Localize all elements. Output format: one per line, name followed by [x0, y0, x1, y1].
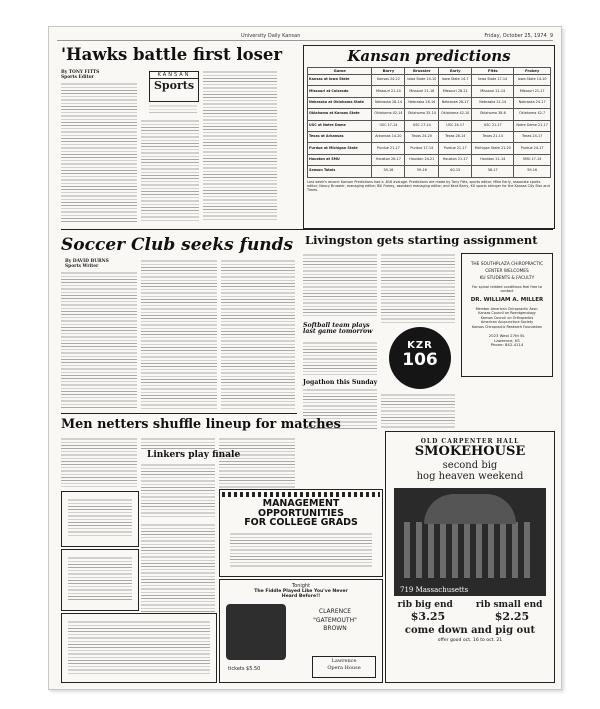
- hawks-byline: [61, 70, 99, 80]
- kansan-sports-logo: [149, 71, 199, 102]
- smokehouse-building-illustration: [394, 488, 546, 596]
- prediction-pick: Oklahoma 35-14: [405, 109, 439, 120]
- prediction-game: Texas at Arkansas: [308, 131, 372, 142]
- soccer-byline: [65, 259, 109, 269]
- issue-date: Friday, October 25, 1974: [484, 33, 547, 39]
- smokehouse-line2: hog heaven weekend: [416, 471, 524, 482]
- prediction-pick: Missouri 28-21: [439, 86, 472, 97]
- prediction-pick: Kansas 24-22: [372, 75, 405, 86]
- predictions-row: [308, 154, 551, 165]
- rib-small-label: rib small end: [475, 600, 543, 610]
- smokehouse-tagline: come down and pig out: [404, 625, 536, 636]
- hawks-byline-title: Sports Editor: [61, 75, 94, 81]
- prediction-pick: Houston 21-14: [472, 154, 514, 165]
- jogathon-headline: Jogathon this Sunday: [303, 379, 378, 386]
- predictions-column-header: Brussler: [405, 68, 439, 75]
- prediction-pick: Texas 28-14: [439, 131, 472, 142]
- chiro-city: Lawrence, KS: [494, 337, 520, 343]
- management-line2: OPPORTUNITIES: [258, 507, 344, 519]
- prediction-pick: Oklahoma 42-14: [372, 109, 405, 120]
- artist-nick: "GATEMOUTH": [313, 616, 357, 624]
- smokehouse-top: OLD CARPENTER HALL: [420, 438, 520, 445]
- prediction-game: Season Totals: [308, 166, 372, 177]
- artist-first: CLARENCE: [318, 608, 352, 615]
- prediction-pick: Nebraska 26-14: [405, 97, 439, 108]
- stats-lines: [149, 104, 197, 115]
- soccer-byline-title: Sports Writer: [65, 264, 99, 270]
- venue-line2: Opera House: [327, 665, 361, 671]
- smokehouse-ad: [385, 431, 555, 683]
- prediction-pick: USC 24-17: [439, 120, 472, 131]
- predictions-column-header: Fitts: [472, 68, 514, 75]
- smokehouse-line1: second big: [442, 460, 498, 471]
- concert-tonight: Tonight: [291, 583, 311, 589]
- predictions-note: Last week's record: Kansan Predictions had a .616 average. Predictions are made by Tony Fitts, sports editor; Mike Early, associate sports editor; Nancy Brussler, managing editor; Bill Frokey, assistant managing editor; and Kent Barry, KU sports stringer for the Kansas City Star and Times.: [307, 179, 550, 192]
- predictions-row: [308, 143, 551, 154]
- concert-tagline-1: The Fiddle Played Like You've Never: [254, 589, 348, 594]
- prediction-pick: USC 21-17: [472, 120, 514, 131]
- predictions-row: [308, 75, 551, 86]
- prediction-pick: SMU 17-14: [514, 154, 551, 165]
- prediction-pick: 58-17: [472, 166, 514, 177]
- prediction-game: Nebraska at Oklahoma State: [308, 97, 372, 108]
- chiro-street: 2023 West 27th St.: [488, 333, 526, 339]
- softball-headline: Softball team plays last game tomorrow: [303, 322, 373, 336]
- newspaper-page: [48, 26, 562, 690]
- kzr-frequency: 106: [402, 350, 438, 370]
- concert-ad: [219, 579, 383, 683]
- section-divider: [61, 229, 553, 230]
- prediction-pick: 60-15: [439, 166, 472, 177]
- artist-last: BROWN: [323, 625, 347, 632]
- running-head: [57, 33, 553, 41]
- chiro-credential: Kansas Council on Roentgenology: [478, 311, 536, 316]
- section-divider-2: [61, 413, 297, 414]
- prediction-game: Missouri at Colorado: [308, 86, 372, 97]
- smokehouse-dates: offer good oct. 16 to oct. 21: [437, 638, 503, 643]
- prediction-pick: Notre Dame 21-17: [514, 120, 551, 131]
- chiro-credential: Kansas Council on Orthopedics: [480, 315, 534, 320]
- smokehouse-address: 719 Massachusetts: [400, 586, 469, 594]
- prediction-game: Purdue at Michigan State: [308, 143, 372, 154]
- kzr-callsign: KZR: [407, 340, 433, 351]
- chiro-credential: Member American Chiropractic Assn.: [475, 307, 539, 311]
- livingston-body-col3: [381, 393, 455, 429]
- prediction-pick: Texas 24-17: [514, 131, 551, 142]
- prediction-pick: Michigan State 21-20: [472, 143, 514, 154]
- prediction-pick: Purdue 17-14: [405, 143, 439, 154]
- predictions-column-header: Game: [308, 68, 372, 75]
- predictions-column-header: Early: [439, 68, 472, 75]
- prediction-pick: Missouri 21-14: [472, 86, 514, 97]
- chiro-doctor-name: DR. WILLIAM A. MILLER: [470, 297, 544, 303]
- rib-prices: [386, 610, 554, 623]
- sports-logo-top: KANSAN: [150, 72, 198, 79]
- predictions-row: [308, 166, 551, 177]
- prediction-pick: 59-16: [405, 166, 439, 177]
- linkers-headline: Linkers play finale: [147, 450, 241, 460]
- prediction-pick: Purdue 21-17: [439, 143, 472, 154]
- ad-left-bottom: [61, 613, 217, 683]
- linkers-body-col2: [141, 523, 215, 613]
- prediction-game: Kansas at Iowa State: [308, 75, 372, 86]
- predictions-header-row: [308, 68, 551, 75]
- prediction-pick: USC 17-14: [372, 120, 405, 131]
- prediction-pick: Nebraska 28-17: [439, 97, 472, 108]
- chiro-line1: THE SOUTHPLAZA CHIROPRACTIC: [470, 262, 544, 267]
- rib-labels: [386, 600, 554, 610]
- prediction-pick: Houston 28-17: [372, 154, 405, 165]
- chiro-credential: American Acupuncture Society: [480, 320, 534, 325]
- prediction-pick: Oklahoma 38-6: [472, 109, 514, 120]
- hawks-headline: 'Hawks battle first loser: [61, 45, 283, 64]
- hawks-body-col1: [61, 82, 137, 222]
- predictions-row: [308, 109, 551, 120]
- predictions-row: [308, 120, 551, 131]
- prediction-pick: Iowa State 14-7: [439, 75, 472, 86]
- soccer-body-col1: [61, 271, 137, 409]
- prediction-pick: 59-16: [372, 166, 405, 177]
- opera-house-logo: [312, 656, 376, 678]
- venue-line1: Lawrence: [331, 658, 357, 664]
- prediction-pick: Iowa State 17-14: [472, 75, 514, 86]
- prediction-pick: 59-16: [514, 166, 551, 177]
- prediction-pick: Houston 24-21: [405, 154, 439, 165]
- rib-big-label: rib big end: [397, 600, 453, 610]
- management-ad: [219, 489, 383, 577]
- chiro-line4: For spinal related conditions feel free to contact: [472, 285, 542, 293]
- chiro-credentials: [462, 307, 552, 329]
- prediction-pick: Purdue 21-17: [372, 143, 405, 154]
- prediction-game: Oklahoma at Kansas State: [308, 109, 372, 120]
- kzr-106-logo: [389, 327, 451, 389]
- netters-body-col2: [141, 437, 215, 449]
- prediction-pick: Nebraska 21-14: [472, 97, 514, 108]
- chiro-phone: Phone: 842-4114: [490, 342, 524, 348]
- predictions-table: [307, 67, 551, 178]
- livingston-body-col1: [303, 253, 377, 317]
- predictions-row: [308, 97, 551, 108]
- soccer-byline-author: By DAVID BURNS: [65, 259, 109, 264]
- predictions-row: [308, 86, 551, 97]
- prediction-pick: Missouri 21-17: [514, 86, 551, 97]
- prediction-pick: Iowa State 14-10: [405, 75, 439, 86]
- hawks-byline-author: By TONY FITTS: [61, 70, 100, 75]
- prediction-pick: Nebraska 24-17: [514, 97, 551, 108]
- prediction-game: Houston at SMU: [308, 154, 372, 165]
- linkers-body: [141, 463, 215, 519]
- concert-tickets: tickets $5.50: [228, 666, 261, 672]
- chiro-line2: CENTER WELCOMES: [485, 269, 529, 274]
- prediction-pick: Missouri 21-14: [372, 86, 405, 97]
- chiro-line3: KU STUDENTS & FACULTY: [479, 276, 535, 281]
- softball-body: [303, 341, 377, 375]
- prediction-pick: USC 17-14: [405, 120, 439, 131]
- sports-logo-bottom: Sports: [153, 79, 195, 92]
- hawks-body-col3: [203, 70, 277, 222]
- management-line3: FOR COLLEGE GRADS: [244, 517, 358, 528]
- men-netters-headline: Men netters shuffle lineup for matches: [61, 417, 341, 432]
- prediction-pick: Texas 24-20: [405, 131, 439, 142]
- predictions-column-header: Frokey: [514, 68, 551, 75]
- chiropractic-ad: [461, 253, 553, 377]
- management-line1: MANAGEMENT: [262, 498, 340, 509]
- predictions-column-header: Barry: [372, 68, 405, 75]
- prediction-pick: Missouri 21-16: [405, 86, 439, 97]
- netters-body-col1: [61, 437, 137, 487]
- ad-left-middle: [61, 549, 139, 611]
- chiro-credential: Kansas Chiropractic Research Foundation: [471, 324, 543, 329]
- concert-tagline-2: Heard Before!!: [281, 594, 321, 599]
- rib-small-price: $2.25: [494, 610, 530, 623]
- prediction-pick: Texas 21-14: [472, 131, 514, 142]
- soccer-body-col2: [141, 259, 217, 409]
- hawks-body-col2: [141, 119, 199, 222]
- gatemouth-photo: [226, 604, 286, 660]
- prediction-pick: Iowa State 14-10: [514, 75, 551, 86]
- prediction-game: USC at Notre Dame: [308, 120, 372, 131]
- prediction-pick: Oklahoma 42-7: [514, 109, 551, 120]
- newspaper-name: University Daily Kansan: [241, 33, 301, 39]
- predictions-headline: Kansan predictions: [347, 47, 511, 65]
- prediction-pick: Arkansas 14-20: [372, 131, 405, 142]
- soccer-headline: Soccer Club seeks funds: [61, 235, 294, 255]
- rib-big-price: $3.25: [410, 610, 446, 623]
- predictions-row: [308, 131, 551, 142]
- small-ad-left: [61, 491, 139, 547]
- prediction-pick: Houston 21-17: [439, 154, 472, 165]
- soccer-body-col3: [221, 259, 295, 409]
- smokehouse-name: SMOKEHOUSE: [414, 444, 526, 459]
- prediction-pick: Oklahoma 42-10: [439, 109, 472, 120]
- predictions-box: [303, 45, 555, 229]
- chiro-address: [462, 334, 552, 348]
- prediction-pick: Purdue 24-17: [514, 143, 551, 154]
- livingston-headline: Livingston gets starting assignment: [305, 233, 538, 247]
- livingston-body-col2: [381, 253, 455, 323]
- prediction-pick: Nebraska 28-14: [372, 97, 405, 108]
- concert-artist: [294, 608, 376, 634]
- page-number: 9: [549, 33, 553, 39]
